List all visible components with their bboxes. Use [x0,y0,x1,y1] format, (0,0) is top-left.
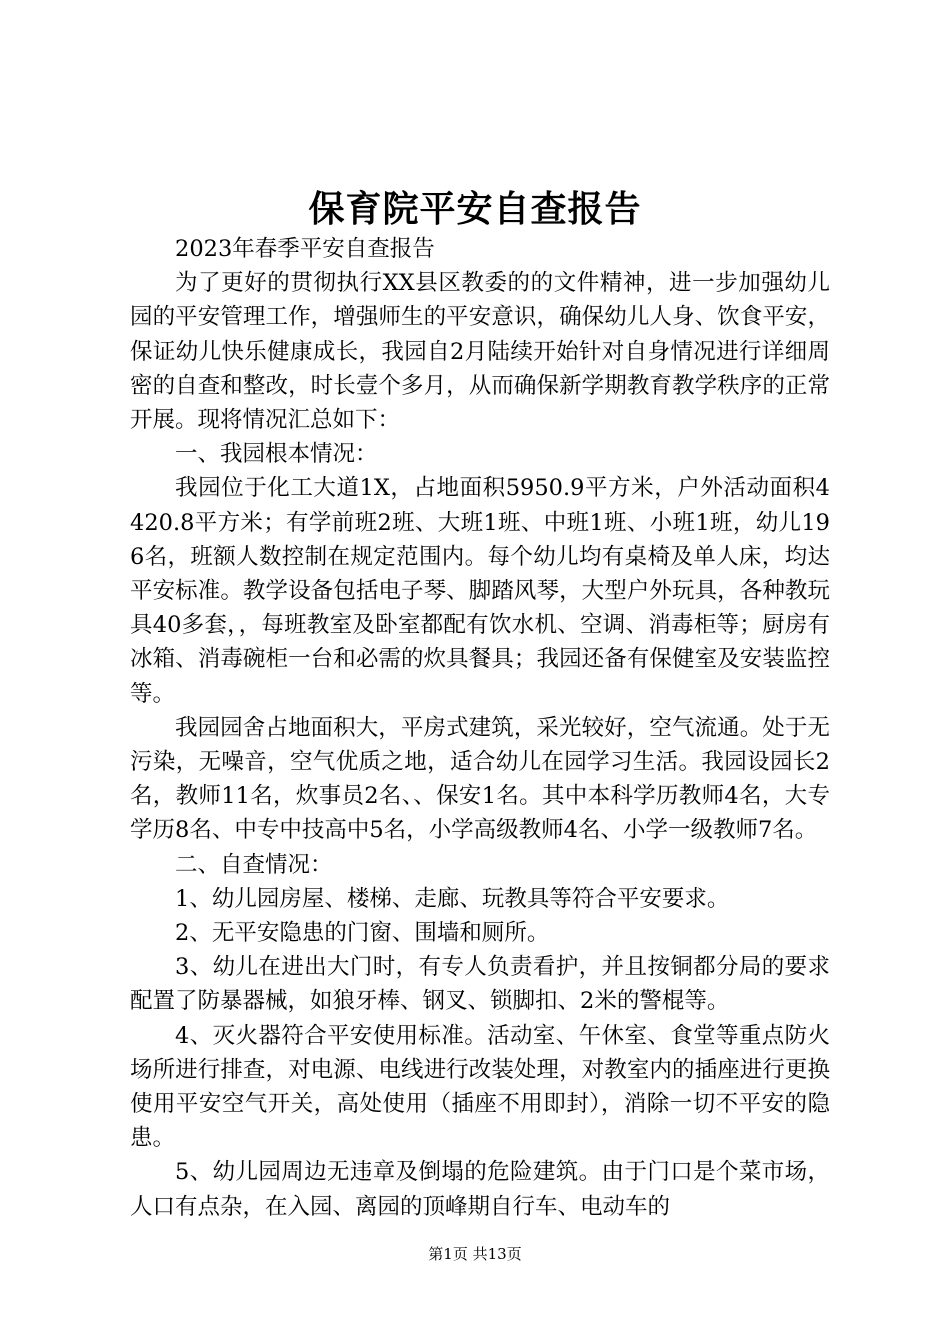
paragraph-basic-info-1: 我园位于化工大道1X，占地面积5950.9平方米，户外活动面积4420.8平方米；有学前班2班、大班1班、中班1班、小班1班，幼儿196名，班额人数控制在规定范围内。每个幼儿均有桌椅及单人床，均达平安标准。教学设备包括电子琴、脚踏风琴，大型户外玩具，各种教玩具40多套，，每班教室及卧室都配有饮水机、空调、消毒柜等；厨房有冰箱、消毒碗柜一台和必需的炊具餐具；我园还备有保健室及安装监控等。 [130,475,830,707]
section-heading-self-check: 二、自查情况： [175,851,333,878]
paragraph-item-4: 4、灭火器符合平安使用标准。活动室、午休室、食堂等重点防火场所进行排查，对电源、电线进行改装处理，对教室内的插座进行更换使用平安空气开关，高处使用（插座不用即封），消除一切不平安的隐患。 [130,1022,830,1152]
page-footer: 第1页 共13页 [428,1245,522,1263]
paragraph-item-5: 5、幼儿园周边无违章及倒塌的危险建筑。由于门口是个菜市场，人口有点杂，在入园、离园的顶峰期自行车、电动车的 [130,1159,830,1220]
paragraph-subtitle: 2023年春季平安自查报告 [175,236,435,262]
section-heading-basic-info: 一、我园根本情况： [175,441,378,468]
paragraph-intro: 为了更好的贯彻执行XX县区教委的的文件精神，进一步加强幼儿园的平安管理工作，增强师生的平安意识，确保幼儿人身、饮食平安，保证幼儿快乐健康成长，我园自2月陆续开始针对自身情况进行详细周密的自查和整改，时长壹个多月，从而确保新学期教育教学秩序的正常开展。现将情况汇总如下： [130,270,830,434]
paragraph-item-3: 3、幼儿在进出大门时，有专人负责看护，并且按铜都分局的要求配置了防暴器械，如狼牙棒、钢叉、锁脚扣、2米的警棍等。 [130,954,830,1015]
document-title: 保育院平安自查报告 [308,188,642,230]
paragraph-item-2: 2、无平安隐患的门窗、围墙和厕所。 [175,920,550,947]
document-body [130,232,830,1224]
paragraph-item-1: 1、幼儿园房屋、楼梯、走廊、玩教具等符合平安要求。 [175,885,730,912]
paragraph-basic-info-2: 我园园舍占地面积大，平房式建筑，采光较好，空气流通。处于无污染，无噪音，空气优质之地，适合幼儿在园学习生活。我园设园长2名，教师11名，炊事员2名、、保安1名。其中本科学历教师4名，大专学历8名、中专中技高中5名，小学高级教师4名、小学一级教师7名。 [130,714,830,844]
